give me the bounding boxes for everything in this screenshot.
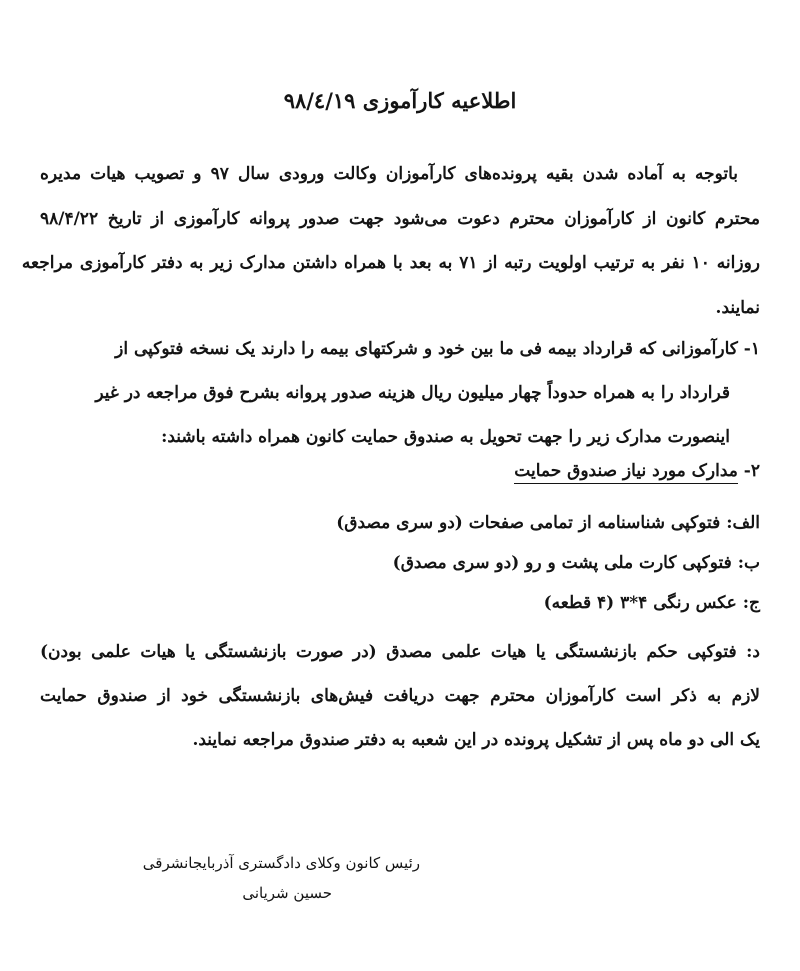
item-1-line: قرارداد را به همراه حدوداً چهار میلیون ریال هزینه صدور پروانه بشرح فوق مراجعه در غیر xyxy=(95,383,730,403)
closing-line: د: فتوکپی حکم بازنشستگی یا هیات علمی مصدق (در صورت بازنشستگی یا هیات علمی بودن) xyxy=(40,642,760,662)
page-title: اطلاعیه کارآموزی ۹۸/٤/۱۹ xyxy=(283,88,517,113)
item-1-paragraph xyxy=(40,327,760,459)
required-documents-list xyxy=(40,503,760,623)
item-1-line: اینصورت مدارک زیر را جهت تحویل به صندوق حمایت کانون همراه داشته باشند: xyxy=(161,427,730,447)
document-item: ج: عکس رنگی ۴*۳ (۴ قطعه) xyxy=(543,593,760,613)
signatory-name: حسین شریانی xyxy=(242,884,332,902)
intro-line: محترم کانون از کارآموزان محترم دعوت می‌شود جهت صدور پروانه کارآموزی از تاریخ ۹۸/۴/۲۲ xyxy=(40,208,760,229)
item-2-number: ۲- xyxy=(743,461,760,481)
intro-line: روزانه ۱۰ نفر به ترتیب اولویت رتبه از ۷۱ به بعد با همراه داشتن مدارک زیر به دفتر کارآموزی مراجعه xyxy=(21,253,760,273)
closing-line: لازم به ذکر است کارآموزان محترم جهت دریافت فیش‌های بازنشستگی خود از صندوق حمایت xyxy=(40,686,760,706)
document-item: الف: فتوکپی شناسنامه از تمامی صفحات (دو سری مصدق) xyxy=(336,513,760,533)
signatory-title: رئیس کانون وکلای دادگستری آذربایجانشرقی xyxy=(142,854,420,872)
intro-paragraph xyxy=(21,152,760,330)
signature-block xyxy=(80,852,420,904)
item-2-heading xyxy=(40,456,760,486)
item-2-text: مدارک مورد نیاز صندوق حمایت xyxy=(514,461,738,484)
closing-paragraph xyxy=(40,630,760,762)
item-1-line: ۱- کارآموزانی که قرارداد بیمه فی ما بین خود و شرکتهای بیمه را دارند یک نسخه فتوکپی از xyxy=(115,339,760,359)
document-item: ب: فتوکپی کارت ملی پشت و رو (دو سری مصدق) xyxy=(392,553,760,573)
intro-line: باتوجه به آماده شدن بقیه پرونده‌های کارآموزان وکالت ورودی سال ۹۷ و تصویب هیات مدیره xyxy=(40,164,738,184)
intro-line: نمایند. xyxy=(715,297,760,318)
closing-line: یک الی دو ماه پس از تشکیل پرونده در این شعبه به دفتر صندوق مراجعه نمایند. xyxy=(192,730,760,750)
